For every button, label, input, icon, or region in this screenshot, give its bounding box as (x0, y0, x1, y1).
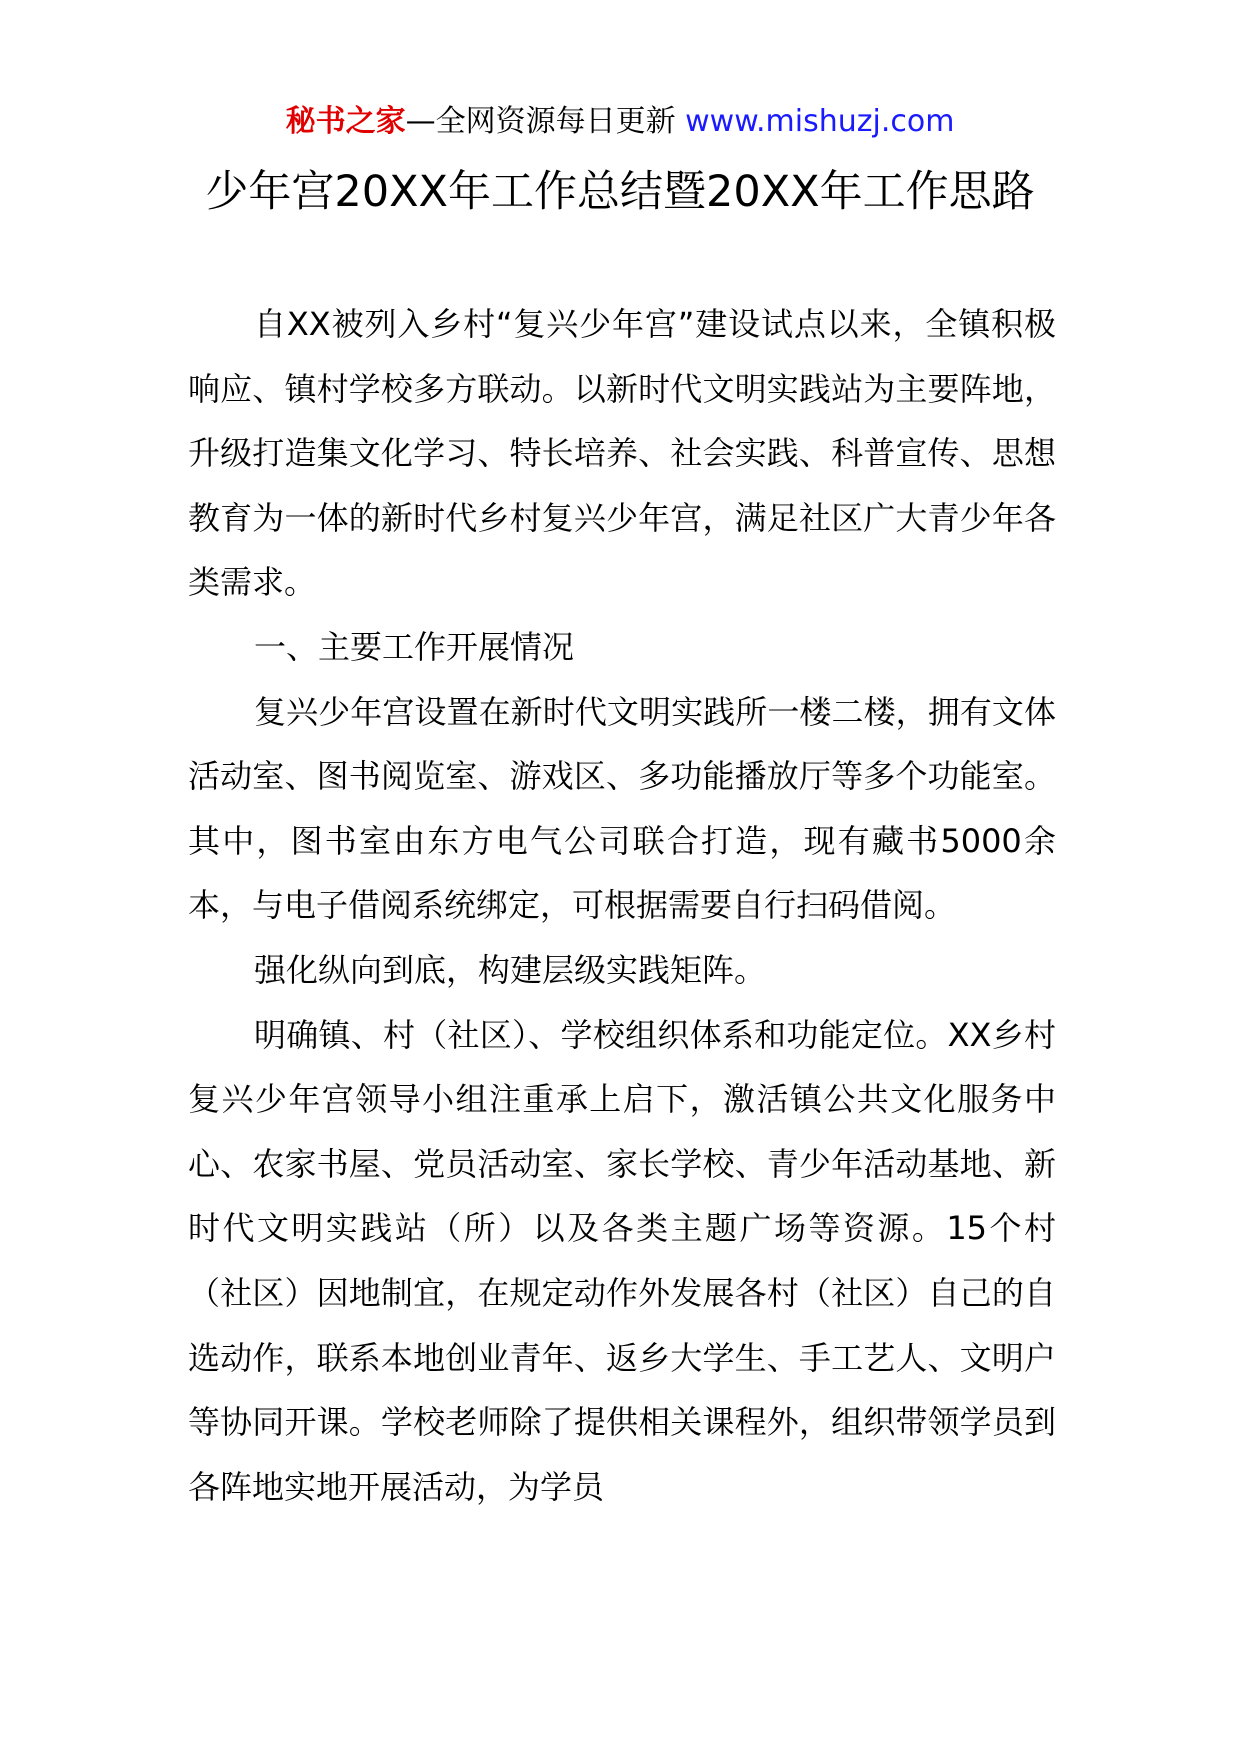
document-title: 少年宫20XX年工作总结暨20XX年工作思路 (205, 167, 1035, 217)
site-tagline: —全网资源每日更新 (405, 104, 676, 139)
site-header (0, 102, 1240, 142)
subsection-heading: 强化纵向到底，构建层级实践矩阵。 (254, 950, 767, 989)
document-body (188, 292, 1056, 1519)
paragraph-facilities: 复兴少年宫设置在新时代文明实践所一楼二楼，拥有文体活动室、图书阅览室、游戏区、多功能播放厅等多个功能室。其中，图书室由东方电气公司联合打造，现有藏书5000余本，与电子借阅系统绑定，可根据需要自行扫码借阅。 (188, 692, 1056, 925)
paragraph-intro: 自XX被列入乡村“复兴少年宫”建设试点以来，全镇积极响应、镇村学校多方联动。以新时代文明实践站为主要阵地，升级打造集文化学习、特长培养、社会实践、科普宣传、思想教育为一体的新时代乡村复兴少年宫，满足社区广大青少年各类需求。 (188, 305, 1056, 602)
site-brand: 秘书之家 (285, 104, 406, 139)
paragraph-organization: 明确镇、村（社区）、学校组织体系和功能定位。XX乡村复兴少年宫领导小组注重承上启下，激活镇公共文化服务中心、农家书屋、党员活动室、家长学校、青少年活动基地、新时代文明实践站（所）以及各类主题广场等资源。15个村（社区）因地制宜，在规定动作外发展各村（社区）自己的自选动作，联系本地创业青年、返乡大学生、手工艺人、文明户等协同开课。学校老师除了提供相关课程外，组织带领学员到各阵地实地开展活动，为学员 (188, 1015, 1056, 1506)
site-url-link[interactable]: www.mishuzj.com (685, 104, 955, 139)
section-heading: 一、主要工作开展情况 (254, 627, 575, 666)
